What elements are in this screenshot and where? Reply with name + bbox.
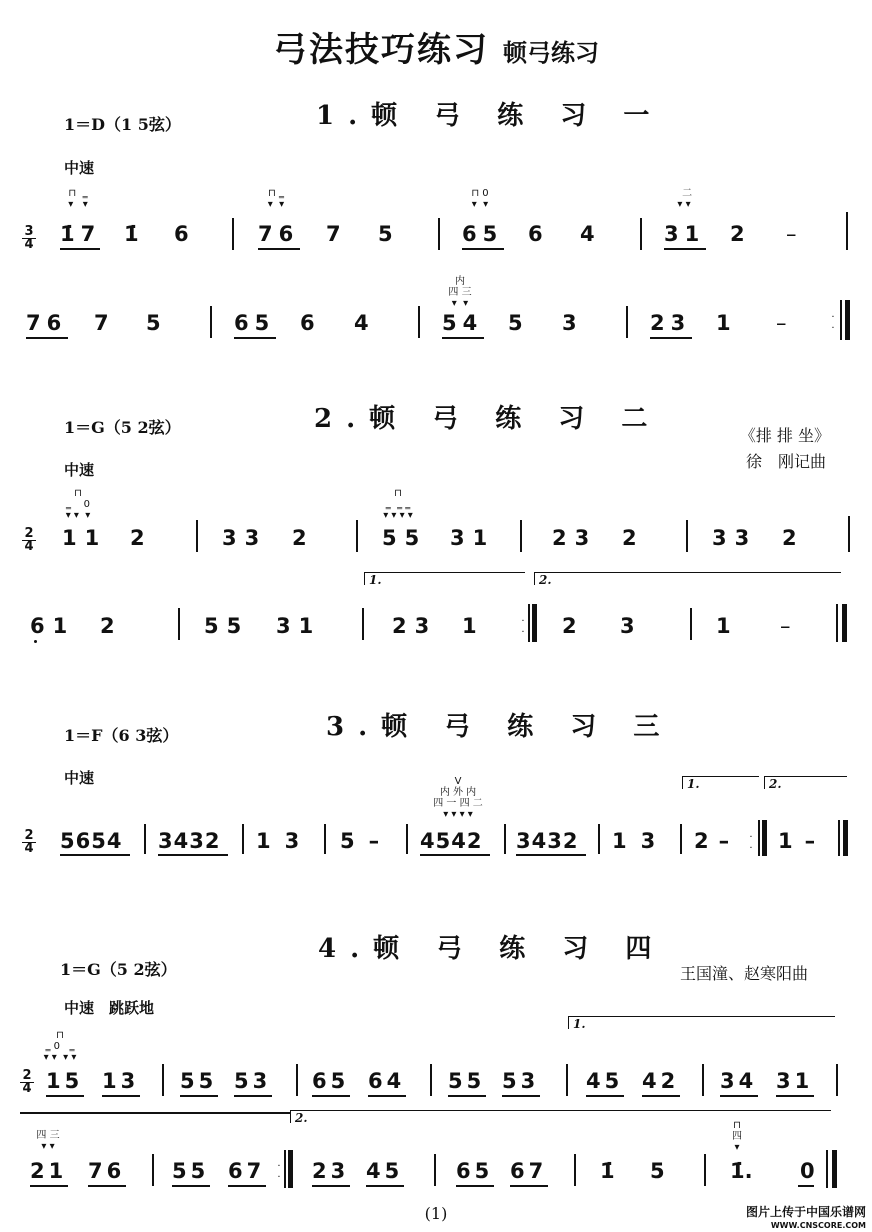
note-group: 65 [456, 1159, 494, 1183]
note-group: 21 [30, 1159, 68, 1183]
note-group: 31 [664, 222, 706, 246]
note-group: 33 [222, 526, 268, 550]
bowing-marks: 内 四 三 ▾ ▾ [448, 276, 472, 309]
note-group: 23 [392, 614, 438, 638]
note-group: 55 [180, 1069, 218, 1093]
watermark-text: 图片上传于中国乐谱网 [745, 1205, 866, 1219]
section-4-key: 1＝G（5 2弦） [60, 960, 177, 979]
watermark [746, 1206, 866, 1232]
watermark-url: WWW.CNSCORE.COM [770, 1221, 866, 1230]
note: 7 [94, 311, 109, 335]
bowing-marks: ⊓ 0 ▾ ▾ [471, 188, 489, 210]
repeat-dots: · · [277, 1161, 281, 1183]
page-title [0, 22, 872, 71]
note: 5 [378, 222, 393, 246]
volta-second-ending: 2. [764, 776, 847, 789]
note-group: 64 [368, 1069, 406, 1093]
section-1-heading: 1.顿 弓 练 习 一 [316, 101, 664, 131]
note-group: 67 [228, 1159, 266, 1183]
section-4-tempo: 中速 跳跃地 [64, 999, 155, 1017]
note-group: 55 [448, 1069, 486, 1093]
bowing-marks: ⊓ ‗ ‗ ‗ ▾ ▾ ▾ ▾ [383, 488, 413, 521]
note-group: 45 [586, 1069, 624, 1093]
volta-second-ending: 2. [290, 1110, 831, 1123]
note-group: 31 [276, 614, 322, 638]
note: 1 [716, 311, 731, 335]
volta-first-ending: 1. [682, 776, 759, 789]
note-group: 65 [462, 222, 504, 246]
note: 2 [130, 526, 145, 550]
section-4-heading: 4.顿 弓 练 习 四 [318, 934, 666, 964]
note-group: 3432 [158, 829, 221, 853]
note: 6 [174, 222, 189, 246]
note-group: 55 [382, 526, 428, 550]
note: 7 [326, 222, 341, 246]
note-group: 5– [340, 829, 394, 853]
page-number: (1) [424, 1204, 448, 1223]
note: 5 [146, 311, 161, 335]
volta-second-ending: 2. [534, 572, 841, 585]
section-1-time-signature: 3 4 [22, 226, 36, 251]
section-4-time-signature: 2 4 [20, 1070, 34, 1095]
note: 1̇. [730, 1159, 753, 1183]
note-group: 61 [30, 614, 76, 638]
dash: – [780, 614, 791, 638]
note: 2 [730, 222, 745, 246]
note-group: 23 [312, 1159, 350, 1183]
note-group: 13 [612, 829, 670, 853]
note-group: 13 [102, 1069, 140, 1093]
note: 3 [620, 614, 635, 638]
note-group: 76 [88, 1159, 126, 1183]
note: 2 [782, 526, 797, 550]
section-2-piece-title: 《排 排 坐》 [739, 426, 830, 445]
repeat-dots: · · [831, 312, 835, 334]
note: 5 [508, 311, 523, 335]
note-group: 1̇7 [60, 222, 102, 246]
note: 6 [300, 311, 315, 335]
section-1-tempo: 中速 [64, 159, 95, 177]
note-group: 42 [642, 1069, 680, 1093]
note-group: 5654 [60, 829, 123, 853]
section-4-credit: 王国潼、赵寒阳曲 [679, 964, 808, 983]
note-group: 55 [172, 1159, 210, 1183]
note-group: 13 [256, 829, 314, 853]
note: 1̇ [124, 222, 139, 246]
note: 6 [528, 222, 543, 246]
section-2-key: 1＝G（5 2弦） [64, 418, 181, 437]
note: 2 [292, 526, 307, 550]
section-3-time-signature: 2 4 [22, 830, 36, 855]
note-group: 11 [62, 526, 108, 550]
dash: – [786, 222, 797, 246]
note: 2 [100, 614, 115, 638]
note-group: 2– [694, 829, 740, 853]
bowing-marks: ⊓ ‗ 0 ‗ ▾ ▾ ▾ ▾ [43, 1030, 77, 1063]
section-2-tempo: 中速 [64, 461, 95, 479]
note-group: 53 [234, 1069, 272, 1093]
bowing-marks: ⊓ ‗ ▾ ▾ [267, 188, 285, 210]
note-group: 65 [312, 1069, 350, 1093]
bowing-marks: 四 三 ▾ ▾ [36, 1130, 60, 1152]
note-group: 23 [552, 526, 598, 550]
note-group: 53 [502, 1069, 540, 1093]
section-3-key: 1＝F（6 3弦） [64, 726, 179, 745]
note-group: 4542 [420, 829, 483, 853]
bowing-marks: ⊓ ‗ ▾ ▾ [68, 188, 88, 210]
note-group: 3432 [516, 829, 579, 853]
note-group: 45 [366, 1159, 404, 1183]
note: 4 [580, 222, 595, 246]
section-2-credit: 徐 刚记曲 [745, 452, 826, 471]
note: 2 [622, 526, 637, 550]
note-group: 34 [720, 1069, 758, 1093]
note: 0 [800, 1159, 815, 1183]
note: 1 [716, 614, 731, 638]
bowing-marks: V 内 外 内 四 一 四 二 ▾ ▾ ▾ ▾ [433, 776, 483, 820]
dash: – [776, 311, 787, 335]
repeat-dots: · · [521, 616, 525, 638]
note: 1̇ [600, 1159, 615, 1183]
note-group: 65 [234, 311, 276, 335]
repeat-dots: · · [749, 832, 753, 854]
note-group: 31 [450, 526, 496, 550]
bowing-marks: ⊓ 四 ▾ [732, 1120, 742, 1153]
note: 5 [650, 1159, 665, 1183]
section-3-heading: 3.顿 弓 练 习 三 [326, 712, 674, 742]
volta-first-ending: 1. [364, 572, 525, 585]
note-group: 23 [650, 311, 692, 335]
note-group: 76 [258, 222, 300, 246]
note: 3 [562, 311, 577, 335]
note-group: 15 [46, 1069, 84, 1093]
section-2-heading: 2.顿 弓 练 习 二 [314, 404, 662, 434]
note-group: 54 [442, 311, 484, 335]
note-group: 33 [712, 526, 758, 550]
note-group: 67 [510, 1159, 548, 1183]
note-group: 76 [26, 311, 68, 335]
section-3-tempo: 中速 [64, 769, 95, 787]
volta-first-ending: 1. [568, 1016, 835, 1029]
bowing-marks: ⊓ ‗ 0 ▾ ▾ ▾ [65, 488, 91, 521]
note-group: 1– [778, 829, 828, 853]
note: 2 [562, 614, 577, 638]
note: 1 [462, 614, 477, 638]
sub-title: 顿弓练习 [503, 39, 599, 67]
main-title: 弓法技巧练习 [273, 30, 489, 70]
note-group: 55 [204, 614, 250, 638]
bowing-marks: 二 ▾ ▾ [677, 188, 693, 210]
section-2-time-signature: 2 4 [22, 528, 36, 553]
note: 4 [354, 311, 369, 335]
note-group: 31 [776, 1069, 814, 1093]
section-1-key: 1＝D（1 5弦） [64, 115, 181, 134]
